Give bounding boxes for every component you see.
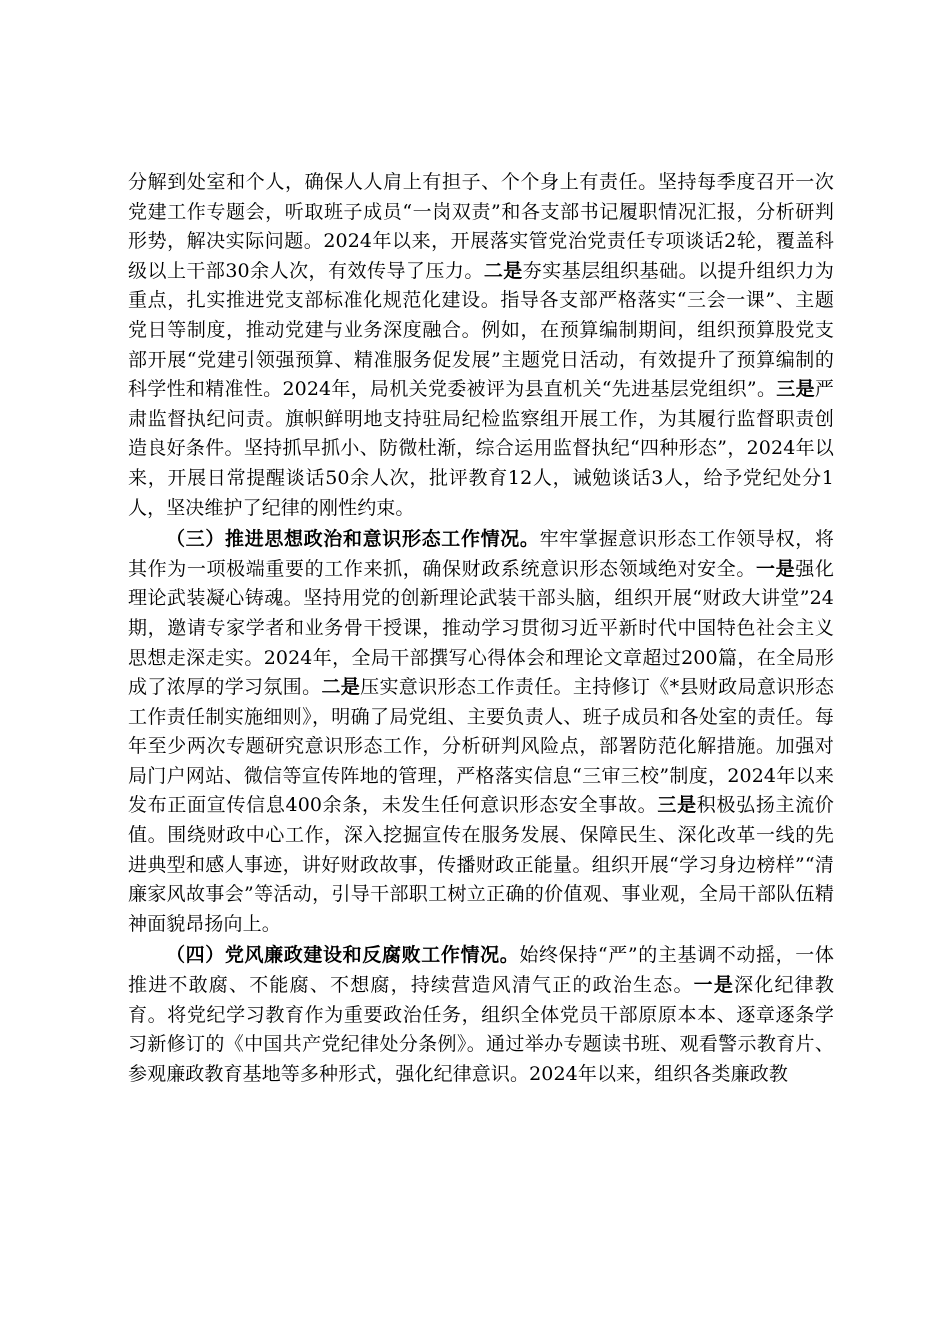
text-run: 牢牢掌握意识形态工作领导权，将其作为一项极端重要的工作来抓，确保财政系统意识形态领域绝对安全。 xyxy=(128,528,834,580)
text-run: 压实意识形态工作责任。主持修订《*县财政局意识形态工作责任制实施细则》，明确了局党组、主要负责人、班子成员和各处室的责任。每年至少两次专题研究意识形态工作，分析研判风险点，部署防范化解措施。加强对局门户网站、微信等宣传阵地的管理，严格落实信息“三审三校”制度，2024年以来发布正面宣传信息400余条，未发生任何意识形态安全事故。 xyxy=(128,676,834,817)
paragraph-party-responsibility-continued xyxy=(128,168,834,523)
bold-marker-second: 二是 xyxy=(483,259,523,282)
paragraph-ideology-work xyxy=(128,525,834,939)
section-heading-four: （四）党风廉政建设和反腐败工作情况。 xyxy=(166,944,520,967)
text-run: 强化理论武装凝心铸魂。坚持用党的创新理论武装干部头脑，组织开展“财政大讲堂”24期，邀请专家学者和业务骨干授课，推动学习贯彻习近平新时代中国特色社会主义思想走深走实。2024年，全局干部撰写心得体会和理论文章超过200篇，在全局形成了浓厚的学习氛围。 xyxy=(128,557,835,699)
paragraph-anti-corruption xyxy=(128,941,834,1089)
text-run: 始终保持“严”的主基调不动摇，一体推进不敢腐、不能腐、不想腐，持续营造风清气正的政治生态。 xyxy=(128,944,834,997)
text-run: 积极弘扬主流价值。围绕财政中心工作，深入挖掘宣传在服务发展、保障民生、深化改革一线的先进典型和感人事迹，讲好财政故事，传播财政正能量。组织开展“学习身边榜样”“清廉家风故事会”等活动，引导干部职工树立正确的价值观、事业观，全局干部队伍精神面貌昂扬向上。 xyxy=(128,794,834,935)
bold-marker-third: 三是 xyxy=(776,378,815,401)
bold-marker-first: 一是 xyxy=(693,974,735,997)
text-run: 夯实基层组织基础。以提升组织力为重点，扎实推进党支部标准化规范化建设。指导各支部严格落实“三会一课”、主题党日等制度，推动党建与业务深度融合。例如，在预算编制期间，组织预算股党支部开展“党建引领强预算、精准服务促发展”主题党日活动，有效提升了预算编制的科学性和精准性。2024年，局机关党委被评为县直机关“先进基层党组织”。 xyxy=(128,259,835,401)
bold-marker-third: 三是 xyxy=(657,794,697,817)
text-run: 分解到处室和个人，确保人人肩上有担子、个个身上有责任。坚持每季度召开一次党建工作专题会，听取班子成员“一岗双责”和各支部书记履职情况汇报，分析研判形势，解决实际问题。2024年以来，开展落实管党治党责任专项谈话2轮，覆盖科级以上干部30余人次，有效传导了压力。 xyxy=(128,171,834,282)
document-body xyxy=(128,168,834,1089)
text-run: 深化纪律教育。将党纪学习教育作为重要政治任务，组织全体党员干部原原本本、逐章逐条学习新修订的《中国共产党纪律处分条例》。通过举办专题读书班、观看警示教育片、参观廉政教育基地等多种形式，强化纪律意识。2024年以来，组织各类廉政教 xyxy=(128,974,834,1085)
bold-marker-second: 二是 xyxy=(321,676,361,699)
section-heading-three: （三）推进思想政治和意识形态工作情况。 xyxy=(166,528,540,551)
bold-marker-first: 一是 xyxy=(756,557,796,580)
text-run: 严肃监督执纪问责。旗帜鲜明地支持驻局纪检监察组开展工作，为其履行监督职责创造良好条件。坚持抓早抓小、防微杜渐，综合运用监督执纪“四种形态”，2024年以来，开展日常提醒谈话50余人次，批评教育12人，诫勉谈话3人，给予党纪处分1人，坚决维护了纪律的刚性约束。 xyxy=(128,378,834,519)
